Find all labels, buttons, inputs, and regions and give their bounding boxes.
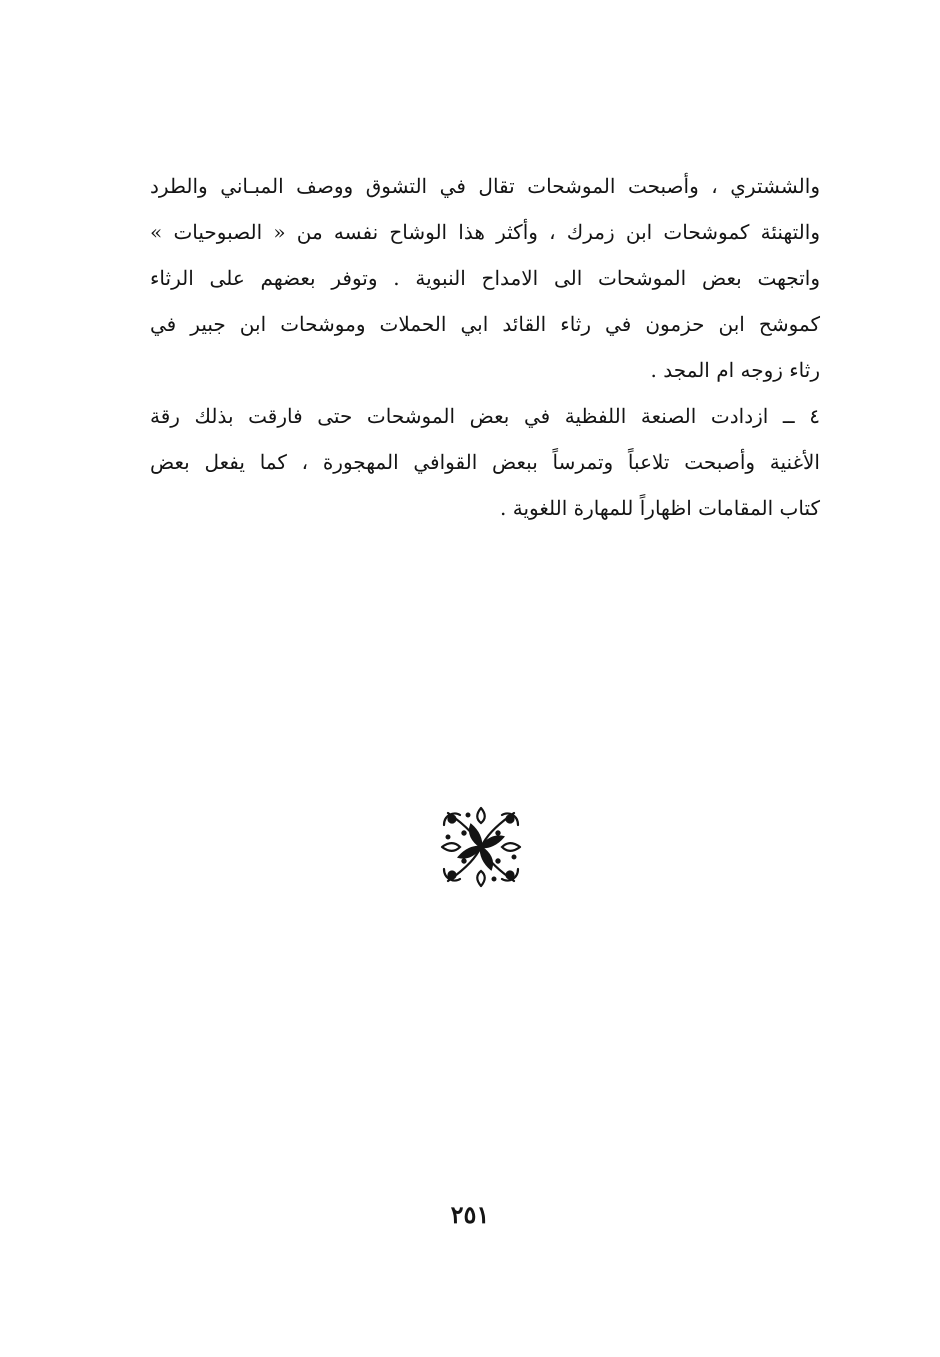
- body-text: [150, 163, 820, 531]
- text-line: ٤ ــ ازدادت الصنعة اللفظية في بعض الموشحات حتى فارقت بذلك رقة: [150, 404, 820, 428]
- floral-ornament-icon: [438, 805, 524, 889]
- text-line: كتاب المقامات اظهاراً للمهارة اللغوية .: [500, 496, 820, 520]
- text-line: والتهنئة كموشحات ابن زمرك ، وأكثر هذا الوشاح نفسه من « الصبوحيات »: [150, 220, 820, 244]
- paragraph-2: [150, 393, 820, 531]
- page-number: ٢٥١: [450, 1200, 490, 1229]
- text-line: الأغنية وأصبحت تلاعباً وتمرساً ببعض القوافي المهجورة ، كما يفعل بعض: [150, 450, 820, 474]
- text-line: والششتري ، وأصبحت الموشحات تقال في التشوق ووصف المبـاني والطرد: [150, 174, 820, 198]
- text-line: واتجهت بعض الموشحات الى الامداح النبوية . وتوفر بعضهم على الرثاء: [150, 266, 820, 290]
- text-line: رثاء زوجه ام المجد .: [650, 358, 820, 382]
- text-line: كموشح ابن حزمون في رثاء القائد ابي الحملات وموشحات ابن جبير في: [150, 312, 821, 336]
- paragraph-1: [150, 163, 820, 393]
